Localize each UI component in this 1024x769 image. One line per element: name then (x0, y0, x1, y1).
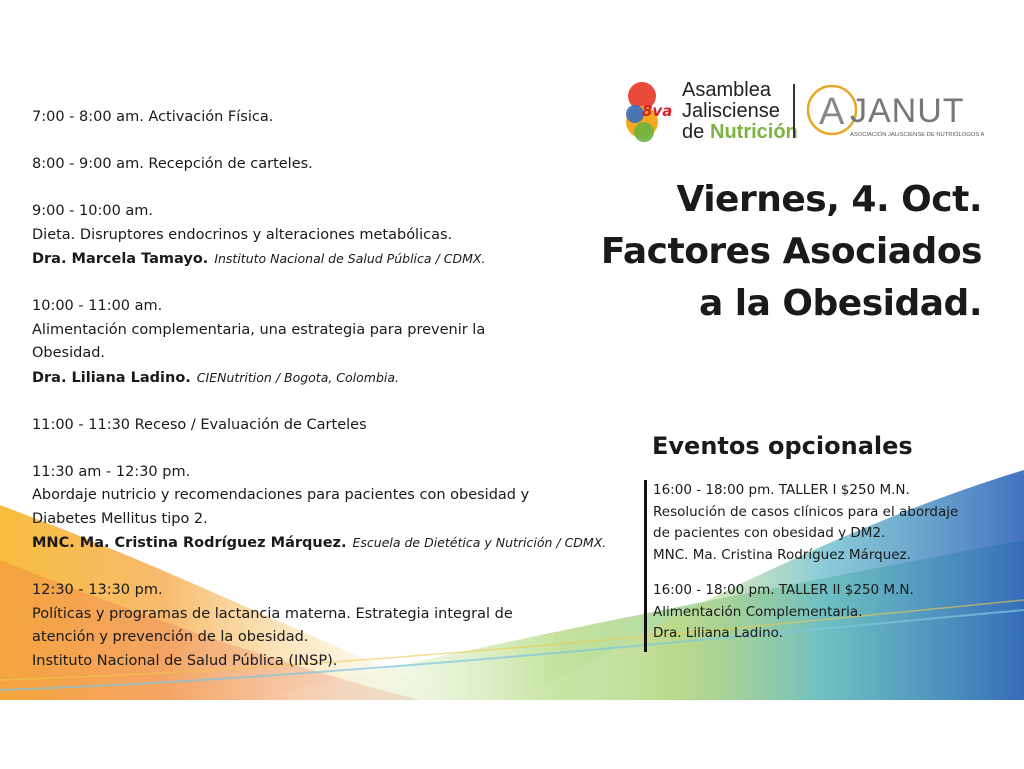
event-logo (622, 74, 984, 146)
logo-line1: Asamblea (682, 79, 771, 101)
speaker-institution: CIENutrition / Bogota, Colombia. (196, 369, 400, 385)
schedule-item (32, 200, 632, 272)
schedule-line: 11:00 - 11:30 Receso / Evaluación de Carteles (32, 416, 367, 433)
schedule-item (32, 295, 632, 390)
schedule-line: Instituto Nacional de Salud Pública (INSP). (32, 652, 338, 669)
schedule-line: Abordaje nutricio y recomendaciones para pacientes con obesidad y (32, 487, 530, 503)
speaker-name: Dra. Liliana Ladino. (32, 369, 191, 386)
logo-line2: Jalisciense (682, 100, 780, 122)
schedule-item (32, 579, 632, 673)
schedule-line: atención y prevención de la obesidad. (32, 629, 309, 645)
partner-name: JANUT (850, 92, 965, 130)
optional-line: 16:00 - 18:00 pm. TALLER II $250 M.N. (653, 582, 914, 598)
optional-event (653, 580, 1013, 645)
schedule-line: 7:00 - 8:00 am. Activación Física. (32, 109, 274, 125)
optional-events-title: Eventos opcionales (652, 432, 913, 460)
schedule (32, 106, 632, 697)
logo-mark: 8va (642, 102, 673, 120)
optional-line: de pacientes con obesidad y DM2. (653, 525, 886, 541)
optional-line: 16:00 - 18:00 pm. TALLER I $250 M.N. (653, 482, 910, 498)
speaker-institution: Escuela de Dietética y Nutrición / CDMX. (352, 535, 607, 550)
optional-event (653, 480, 1013, 566)
schedule-line: 8:00 - 9:00 am. Recepción de carteles. (32, 156, 313, 172)
optional-line: MNC. Ma. Cristina Rodríguez Márquez. (653, 546, 911, 563)
page-title (601, 174, 982, 330)
schedule-line: 10:00 - 11:00 am. (32, 298, 163, 314)
title-line3: a la Obesidad. (698, 283, 982, 324)
schedule-item (32, 106, 632, 130)
logo-line3-word: Nutrición (710, 121, 798, 143)
optional-events (644, 480, 1013, 652)
partner-letter: A (819, 91, 845, 133)
schedule-line: Alimentación complementaria, una estrategia para prevenir la (32, 321, 486, 338)
schedule-item (32, 153, 632, 177)
speaker-institution: Instituto Nacional de Salud Pública / CDMX. (214, 251, 486, 266)
title-line2: Factores Asociados (600, 231, 982, 272)
schedule-line: 11:30 am - 12:30 pm. (32, 463, 191, 480)
speaker-name: Dra. Marcela Tamayo. (32, 251, 209, 267)
schedule-item (32, 414, 632, 438)
schedule-line: 12:30 - 13:30 pm. (32, 582, 163, 598)
schedule-line: Políticas y programas de lactancia materna. Estrategia integral de (32, 605, 513, 622)
optional-line: Dra. Liliana Ladino. (653, 625, 783, 641)
schedule-item (32, 461, 632, 556)
schedule-line: Dieta. Disruptores endocrinos y alteraciones metabólicas. (32, 226, 453, 243)
schedule-line: Diabetes Mellitus tipo 2. (32, 510, 208, 527)
optional-line: Alimentación Complementaria. (653, 603, 863, 620)
partner-subtitle: ASOCIACIÓN JALISCIENSE DE NUTRIÓLOGOS A.C. (850, 132, 984, 138)
schedule-line: 9:00 - 10:00 am. (32, 203, 154, 219)
logo-line3-prefix: de (682, 121, 705, 143)
logos (622, 74, 984, 146)
optional-line: Resolución de casos clínicos para el abordaje (653, 503, 959, 520)
speaker-name: MNC. Ma. Cristina Rodríguez Márquez. (32, 535, 347, 551)
title-line1: Viernes, 4. Oct. (676, 179, 982, 220)
schedule-line: Obesidad. (32, 345, 106, 361)
